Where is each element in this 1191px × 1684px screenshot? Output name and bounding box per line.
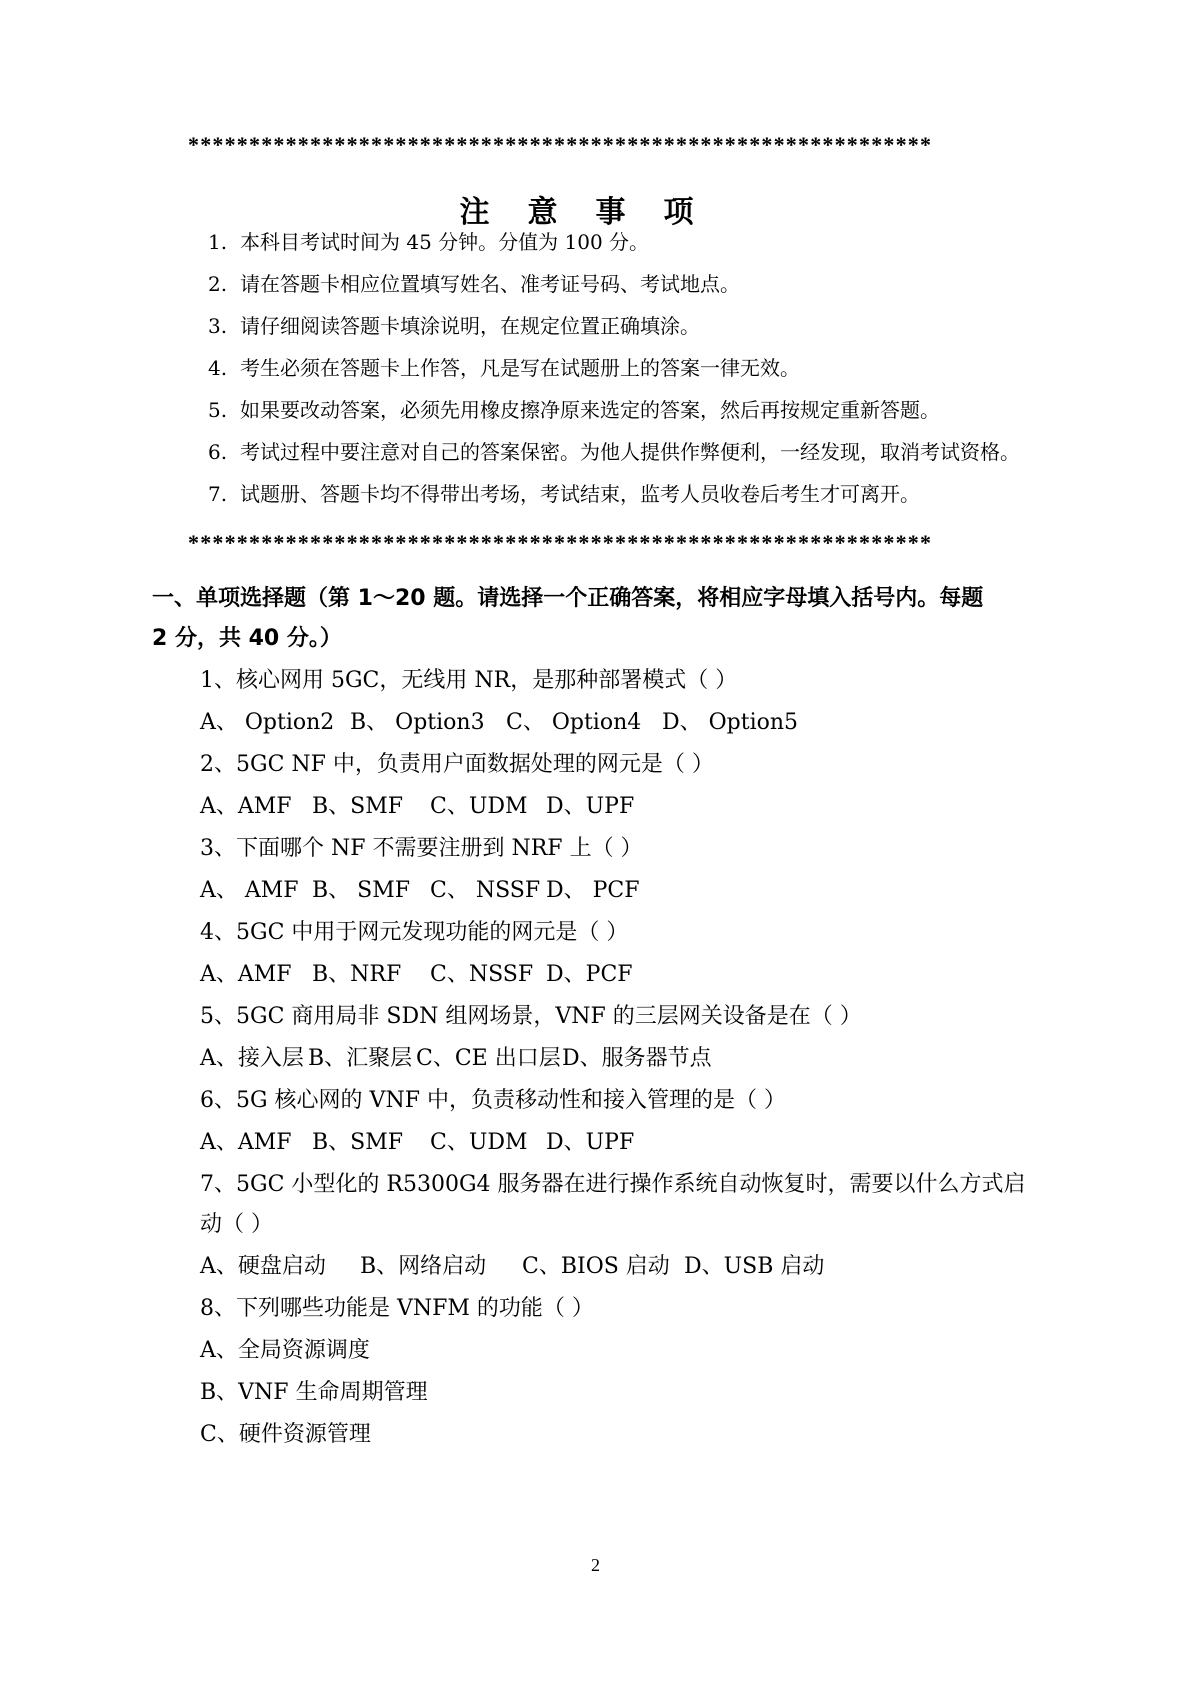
option-d: D、UPF <box>546 1130 635 1155</box>
option-a: A、接入层 <box>200 1046 304 1071</box>
notice-item-number: 3. <box>208 314 228 338</box>
question-options <box>200 1132 1000 1156</box>
notice-item <box>208 484 920 504</box>
notice-item-number: 4. <box>208 356 228 380</box>
section-heading-cont: 2 分，共 40 分。） <box>152 626 342 651</box>
notice-item-text: 本科目考试时间为 45 分钟。分值为 100 分。 <box>240 230 650 254</box>
option-a: A、 AMF <box>200 878 299 903</box>
option-c: C、 NSSF <box>430 878 541 903</box>
option-a: A、AMF <box>200 962 292 987</box>
option-b: B、SMF <box>312 794 404 819</box>
notice-item-number: 6. <box>208 440 228 464</box>
notice-item <box>208 442 1020 462</box>
notice-item-text: 试题册、答题卡均不得带出考场，考试结束，监考人员收卷后考生才可离开。 <box>240 482 920 506</box>
option-b: B、汇聚层 <box>308 1046 413 1071</box>
notice-item-text: 考试过程中要注意对自己的答案保密。为他人提供作弊便利，一经发现，取消考试资格。 <box>240 440 1020 464</box>
notice-item <box>208 232 649 252</box>
question-options <box>200 964 1000 988</box>
option-b: B、NRF <box>312 962 402 987</box>
option-b: B、VNF 生命周期管理 <box>200 1380 428 1405</box>
option-d: D、 Option5 <box>662 710 799 735</box>
notice-item <box>208 316 700 336</box>
option-c: C、 Option4 <box>506 710 642 735</box>
option-d: D、PCF <box>546 962 633 987</box>
option-a: A、 Option2 <box>200 710 335 735</box>
option-a: A、AMF <box>200 1130 292 1155</box>
question-text: 5、5GC 商用局非 SDN 组网场景，VNF 的三层网关设备是在（ ） <box>200 1004 862 1029</box>
notice-item-number: 5. <box>208 398 228 422</box>
notice-item <box>208 274 740 294</box>
question-text: 6、5G 核心网的 VNF 中，负责移动性和接入管理的是（ ） <box>200 1088 786 1113</box>
separator-bottom: ************************************************************* <box>188 530 933 555</box>
notice-item-number: 2. <box>208 272 228 296</box>
question-text: 4、5GC 中用于网元发现功能的网元是（ ） <box>200 920 629 945</box>
option-d: D、 PCF <box>546 878 640 903</box>
option-a: A、全局资源调度 <box>200 1338 370 1363</box>
notice-title: 注意事项 <box>459 195 732 230</box>
option-d: D、USB 启动 <box>684 1254 825 1279</box>
notice-item-number: 7. <box>208 482 228 506</box>
notice-item-text: 请仔细阅读答题卡填涂说明，在规定位置正确填涂。 <box>240 314 700 338</box>
question-options <box>200 796 1000 820</box>
question-options <box>200 880 1000 904</box>
option-c: C、硬件资源管理 <box>200 1422 371 1447</box>
question-options <box>200 712 1000 736</box>
notice-item-text: 如果要改动答案，必须先用橡皮擦净原来选定的答案，然后再按规定重新答题。 <box>240 398 940 422</box>
section-heading: 一、单项选择题（第 1～20 题。请选择一个正确答案，将相应字母填入括号内。每题 <box>152 586 984 611</box>
question-text: 2、5GC NF 中，负责用户面数据处理的网元是（ ） <box>200 752 714 777</box>
question-text-cont: 动（ ） <box>200 1212 273 1237</box>
page-number: 2 <box>591 1555 600 1575</box>
separator-top: ************************************************************* <box>188 132 933 157</box>
notice-item-number: 1. <box>208 230 228 254</box>
question-options <box>200 1048 1000 1072</box>
option-d: D、服务器节点 <box>562 1046 712 1071</box>
option-b: B、 Option3 <box>350 710 485 735</box>
question-text: 8、下列哪些功能是 VNFM 的功能（ ） <box>200 1296 594 1321</box>
option-a: A、AMF <box>200 794 292 819</box>
question-text: 1、核心网用 5GC，无线用 NR，是那种部署模式（ ） <box>200 668 738 693</box>
option-c: C、CE 出口层 <box>416 1046 561 1071</box>
question-text: 3、下面哪个 NF 不需要注册到 NRF 上（ ） <box>200 836 643 861</box>
option-a: A、硬盘启动 <box>200 1254 326 1279</box>
option-c: C、UDM <box>430 1130 528 1155</box>
option-c: C、NSSF <box>430 962 534 987</box>
option-b: B、 SMF <box>312 878 411 903</box>
option-b: B、SMF <box>312 1130 404 1155</box>
notice-item-text: 请在答题卡相应位置填写姓名、准考证号码、考试地点。 <box>240 272 740 296</box>
question-options <box>200 1256 1000 1280</box>
option-c: C、BIOS 启动 <box>522 1254 670 1279</box>
notice-item-text: 考生必须在答题卡上作答，凡是写在试题册上的答案一律无效。 <box>240 356 800 380</box>
option-b: B、网络启动 <box>360 1254 487 1279</box>
option-d: D、UPF <box>546 794 635 819</box>
notice-item <box>208 358 800 378</box>
question-text: 7、5GC 小型化的 R5300G4 服务器在进行操作系统自动恢复时，需要以什么方式启 <box>200 1172 1026 1197</box>
option-c: C、UDM <box>430 794 528 819</box>
notice-item <box>208 400 940 420</box>
